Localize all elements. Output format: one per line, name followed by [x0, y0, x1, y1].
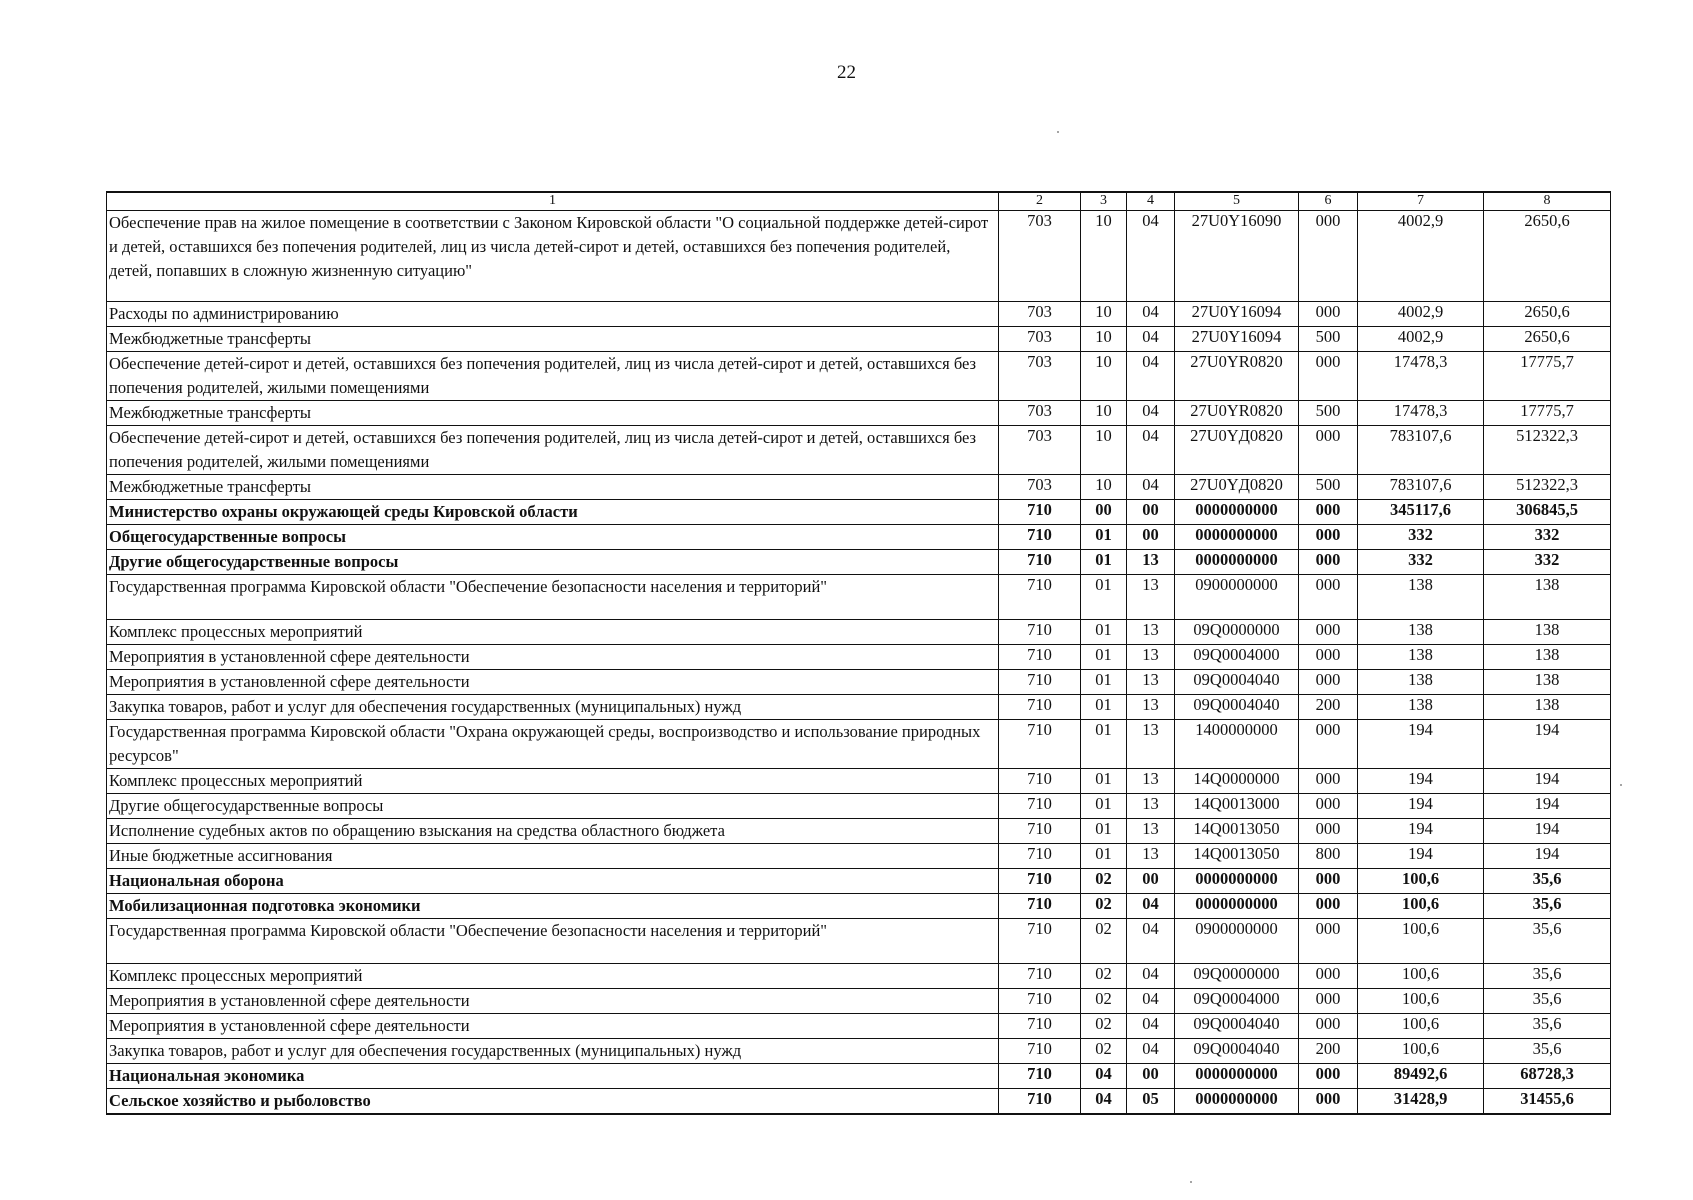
- column-header: 4: [1127, 192, 1175, 211]
- row-col6-cell: 000: [1299, 426, 1358, 475]
- row-col7-cell: 100,6: [1358, 1039, 1484, 1064]
- row-col2-cell: 703: [999, 475, 1081, 500]
- scan-speck: [1057, 131, 1059, 133]
- table-row: [107, 670, 1611, 695]
- row-col7-cell: 17478,3: [1358, 352, 1484, 401]
- row-col7-cell: 138: [1358, 620, 1484, 645]
- row-col4-cell: 04: [1127, 426, 1175, 475]
- row-col6-cell: 000: [1299, 769, 1358, 794]
- row-col4-cell: 04: [1127, 211, 1175, 302]
- row-col4-cell: 13: [1127, 819, 1175, 844]
- row-col2-cell: 703: [999, 426, 1081, 475]
- row-col5-cell: 0000000000: [1175, 525, 1299, 550]
- table-row: [107, 869, 1611, 894]
- row-col8-cell: 2650,6: [1484, 327, 1611, 352]
- row-col6-cell: 000: [1299, 819, 1358, 844]
- row-col8-cell: 2650,6: [1484, 211, 1611, 302]
- row-col2-cell: 710: [999, 720, 1081, 769]
- row-col6-cell: 000: [1299, 869, 1358, 894]
- row-col7-cell: 194: [1358, 794, 1484, 819]
- row-name-cell: Национальная экономика: [107, 1064, 999, 1089]
- table-row: [107, 426, 1611, 475]
- row-col8-cell: 138: [1484, 645, 1611, 670]
- row-col6-cell: 000: [1299, 575, 1358, 620]
- table-row: [107, 1039, 1611, 1064]
- row-col2-cell: 703: [999, 352, 1081, 401]
- row-name-cell: Обеспечение детей-сирот и детей, оставшихся без попечения родителей, лиц из числа детей-сирот и детей, оставшихся без попечения родителей, жилыми помещениями: [107, 426, 999, 475]
- row-col4-cell: 00: [1127, 869, 1175, 894]
- row-col3-cell: 02: [1081, 1039, 1127, 1064]
- row-col2-cell: 710: [999, 894, 1081, 919]
- row-col5-cell: 27U0YД0820: [1175, 475, 1299, 500]
- row-col8-cell: 138: [1484, 695, 1611, 720]
- row-col8-cell: 194: [1484, 844, 1611, 869]
- row-col4-cell: 00: [1127, 500, 1175, 525]
- row-col3-cell: 02: [1081, 894, 1127, 919]
- row-col6-cell: 000: [1299, 352, 1358, 401]
- row-col3-cell: 00: [1081, 500, 1127, 525]
- row-col8-cell: 512322,3: [1484, 475, 1611, 500]
- row-col5-cell: 0000000000: [1175, 1064, 1299, 1089]
- table-row: [107, 475, 1611, 500]
- row-name-cell: Другие общегосударственные вопросы: [107, 794, 999, 819]
- row-col6-cell: 000: [1299, 211, 1358, 302]
- scan-speck: [1190, 1181, 1192, 1183]
- row-col2-cell: 710: [999, 500, 1081, 525]
- row-col7-cell: 100,6: [1358, 964, 1484, 989]
- row-col7-cell: 332: [1358, 525, 1484, 550]
- row-col7-cell: 89492,6: [1358, 1064, 1484, 1089]
- row-col2-cell: 710: [999, 695, 1081, 720]
- row-col8-cell: 332: [1484, 525, 1611, 550]
- row-col8-cell: 35,6: [1484, 894, 1611, 919]
- row-col3-cell: 01: [1081, 769, 1127, 794]
- row-col6-cell: 000: [1299, 1064, 1358, 1089]
- row-col6-cell: 200: [1299, 695, 1358, 720]
- row-col6-cell: 000: [1299, 964, 1358, 989]
- row-col6-cell: 000: [1299, 794, 1358, 819]
- row-col5-cell: 0900000000: [1175, 919, 1299, 964]
- row-col3-cell: 01: [1081, 670, 1127, 695]
- row-col5-cell: 0000000000: [1175, 869, 1299, 894]
- row-col5-cell: 0900000000: [1175, 575, 1299, 620]
- row-col3-cell: 01: [1081, 794, 1127, 819]
- row-col4-cell: 04: [1127, 919, 1175, 964]
- row-col3-cell: 04: [1081, 1064, 1127, 1089]
- table-row: [107, 1014, 1611, 1039]
- row-col8-cell: 194: [1484, 819, 1611, 844]
- table-row: [107, 894, 1611, 919]
- table-row: [107, 620, 1611, 645]
- table-row: [107, 1089, 1611, 1115]
- row-col3-cell: 02: [1081, 989, 1127, 1014]
- row-col4-cell: 04: [1127, 894, 1175, 919]
- row-col3-cell: 02: [1081, 964, 1127, 989]
- table-row: [107, 327, 1611, 352]
- row-col7-cell: 332: [1358, 550, 1484, 575]
- row-col8-cell: 194: [1484, 720, 1611, 769]
- table-row: [107, 302, 1611, 327]
- row-col3-cell: 01: [1081, 645, 1127, 670]
- row-col4-cell: 13: [1127, 670, 1175, 695]
- table-row: [107, 525, 1611, 550]
- row-col3-cell: 01: [1081, 819, 1127, 844]
- scan-speck: [1620, 784, 1622, 786]
- row-col2-cell: 710: [999, 1089, 1081, 1115]
- row-col2-cell: 710: [999, 769, 1081, 794]
- row-name-cell: Комплекс процессных мероприятий: [107, 964, 999, 989]
- row-col4-cell: 04: [1127, 475, 1175, 500]
- row-col8-cell: 35,6: [1484, 989, 1611, 1014]
- row-col6-cell: 000: [1299, 500, 1358, 525]
- row-col8-cell: 2650,6: [1484, 302, 1611, 327]
- row-col3-cell: 02: [1081, 1014, 1127, 1039]
- table-row: [107, 500, 1611, 525]
- row-col7-cell: 194: [1358, 769, 1484, 794]
- row-col8-cell: 35,6: [1484, 919, 1611, 964]
- row-col2-cell: 703: [999, 211, 1081, 302]
- row-col4-cell: 04: [1127, 302, 1175, 327]
- row-col2-cell: 710: [999, 550, 1081, 575]
- row-col5-cell: 09Q0004040: [1175, 1039, 1299, 1064]
- row-col7-cell: 100,6: [1358, 1014, 1484, 1039]
- row-col8-cell: 68728,3: [1484, 1064, 1611, 1089]
- row-col6-cell: 500: [1299, 475, 1358, 500]
- row-col2-cell: 710: [999, 620, 1081, 645]
- row-col3-cell: 01: [1081, 620, 1127, 645]
- row-col3-cell: 01: [1081, 695, 1127, 720]
- row-name-cell: Сельское хозяйство и рыболовство: [107, 1089, 999, 1115]
- row-col8-cell: 512322,3: [1484, 426, 1611, 475]
- row-name-cell: Государственная программа Кировской области "Охрана окружающей среды, воспроизводство и использование природных ресурсов": [107, 720, 999, 769]
- row-col3-cell: 10: [1081, 475, 1127, 500]
- row-col5-cell: 27U0Y16094: [1175, 327, 1299, 352]
- row-col5-cell: 0000000000: [1175, 894, 1299, 919]
- row-col7-cell: 100,6: [1358, 989, 1484, 1014]
- table-row: [107, 819, 1611, 844]
- row-col4-cell: 13: [1127, 720, 1175, 769]
- row-name-cell: Мероприятия в установленной сфере деятельности: [107, 645, 999, 670]
- row-col5-cell: 0000000000: [1175, 500, 1299, 525]
- row-name-cell: Исполнение судебных актов по обращению взыскания на средства областного бюджета: [107, 819, 999, 844]
- row-col5-cell: 27U0YД0820: [1175, 426, 1299, 475]
- row-col7-cell: 138: [1358, 695, 1484, 720]
- row-name-cell: Общегосударственные вопросы: [107, 525, 999, 550]
- table-row: [107, 575, 1611, 620]
- row-col3-cell: 01: [1081, 575, 1127, 620]
- table-row: [107, 919, 1611, 964]
- row-name-cell: Государственная программа Кировской области "Обеспечение безопасности населения и территорий": [107, 575, 999, 620]
- table-row: [107, 964, 1611, 989]
- row-col6-cell: 000: [1299, 894, 1358, 919]
- row-col3-cell: 01: [1081, 525, 1127, 550]
- row-col7-cell: 194: [1358, 720, 1484, 769]
- row-col2-cell: 710: [999, 645, 1081, 670]
- row-col5-cell: 1400000000: [1175, 720, 1299, 769]
- row-col4-cell: 13: [1127, 695, 1175, 720]
- row-col4-cell: 04: [1127, 327, 1175, 352]
- column-header: 7: [1358, 192, 1484, 211]
- row-col8-cell: 194: [1484, 769, 1611, 794]
- row-col8-cell: 17775,7: [1484, 401, 1611, 426]
- row-col2-cell: 710: [999, 1014, 1081, 1039]
- row-col4-cell: 00: [1127, 1064, 1175, 1089]
- row-col8-cell: 35,6: [1484, 1014, 1611, 1039]
- row-col7-cell: 194: [1358, 844, 1484, 869]
- row-col2-cell: 710: [999, 819, 1081, 844]
- row-col5-cell: 27U0YR0820: [1175, 401, 1299, 426]
- row-col6-cell: 500: [1299, 401, 1358, 426]
- column-header: 2: [999, 192, 1081, 211]
- row-col4-cell: 04: [1127, 352, 1175, 401]
- row-col8-cell: 35,6: [1484, 869, 1611, 894]
- row-col6-cell: 000: [1299, 1089, 1358, 1115]
- row-name-cell: Иные бюджетные ассигнования: [107, 844, 999, 869]
- row-col4-cell: 04: [1127, 401, 1175, 426]
- row-col5-cell: 14Q0013000: [1175, 794, 1299, 819]
- row-name-cell: Обеспечение детей-сирот и детей, оставшихся без попечения родителей, лиц из числа детей-сирот и детей, оставшихся без попечения родителей, жилыми помещениями: [107, 352, 999, 401]
- row-col2-cell: 710: [999, 575, 1081, 620]
- row-col7-cell: 100,6: [1358, 869, 1484, 894]
- row-col8-cell: 194: [1484, 794, 1611, 819]
- row-col5-cell: 14Q0013050: [1175, 819, 1299, 844]
- row-name-cell: Обеспечение прав на жилое помещение в соответствии с Законом Кировской области "О социальной поддержке детей-сирот и детей, оставшихся без попечения родителей, лиц из числа детей-сирот и детей, оставшихся без попечения родителей, детей, попавших в сложную жизненную ситуацию": [107, 211, 999, 302]
- row-col2-cell: 710: [999, 1064, 1081, 1089]
- row-col7-cell: 783107,6: [1358, 426, 1484, 475]
- row-col7-cell: 783107,6: [1358, 475, 1484, 500]
- row-col3-cell: 02: [1081, 919, 1127, 964]
- column-header: 3: [1081, 192, 1127, 211]
- row-name-cell: Закупка товаров, работ и услуг для обеспечения государственных (муниципальных) нужд: [107, 1039, 999, 1064]
- row-col2-cell: 710: [999, 919, 1081, 964]
- table-row: [107, 794, 1611, 819]
- row-col7-cell: 138: [1358, 645, 1484, 670]
- row-col5-cell: 14Q0000000: [1175, 769, 1299, 794]
- row-col2-cell: 710: [999, 844, 1081, 869]
- row-col3-cell: 10: [1081, 426, 1127, 475]
- row-col6-cell: 800: [1299, 844, 1358, 869]
- row-col4-cell: 13: [1127, 550, 1175, 575]
- row-col7-cell: 138: [1358, 670, 1484, 695]
- table-row: [107, 211, 1611, 302]
- row-col2-cell: 703: [999, 401, 1081, 426]
- row-col4-cell: 13: [1127, 794, 1175, 819]
- row-col2-cell: 710: [999, 989, 1081, 1014]
- row-col5-cell: 09Q0004040: [1175, 670, 1299, 695]
- row-col3-cell: 10: [1081, 352, 1127, 401]
- row-name-cell: Государственная программа Кировской области "Обеспечение безопасности населения и территорий": [107, 919, 999, 964]
- row-col4-cell: 00: [1127, 525, 1175, 550]
- row-name-cell: Межбюджетные трансферты: [107, 327, 999, 352]
- table-row: [107, 989, 1611, 1014]
- row-col5-cell: 0000000000: [1175, 1089, 1299, 1115]
- table-row: [107, 769, 1611, 794]
- row-col2-cell: 710: [999, 670, 1081, 695]
- row-name-cell: Комплекс процессных мероприятий: [107, 620, 999, 645]
- row-col6-cell: 000: [1299, 302, 1358, 327]
- row-col5-cell: 0000000000: [1175, 550, 1299, 575]
- row-col5-cell: 09Q0000000: [1175, 620, 1299, 645]
- row-col6-cell: 000: [1299, 989, 1358, 1014]
- row-name-cell: Межбюджетные трансферты: [107, 401, 999, 426]
- row-col6-cell: 000: [1299, 1014, 1358, 1039]
- table-row: [107, 695, 1611, 720]
- table-row: [107, 550, 1611, 575]
- row-name-cell: Межбюджетные трансферты: [107, 475, 999, 500]
- row-col3-cell: 10: [1081, 327, 1127, 352]
- row-col6-cell: 000: [1299, 645, 1358, 670]
- row-col2-cell: 703: [999, 327, 1081, 352]
- row-col5-cell: 09Q0004000: [1175, 645, 1299, 670]
- row-col6-cell: 200: [1299, 1039, 1358, 1064]
- row-col5-cell: 27U0Y16094: [1175, 302, 1299, 327]
- table-row: [107, 401, 1611, 426]
- row-col8-cell: 31455,6: [1484, 1089, 1611, 1115]
- row-col2-cell: 703: [999, 302, 1081, 327]
- row-name-cell: Мобилизационная подготовка экономики: [107, 894, 999, 919]
- row-col2-cell: 710: [999, 525, 1081, 550]
- row-name-cell: Мероприятия в установленной сфере деятельности: [107, 1014, 999, 1039]
- row-col6-cell: 000: [1299, 670, 1358, 695]
- table-body: [107, 192, 1611, 1114]
- budget-table: [106, 191, 1611, 1115]
- row-col6-cell: 000: [1299, 525, 1358, 550]
- row-col3-cell: 04: [1081, 1089, 1127, 1115]
- row-col3-cell: 02: [1081, 869, 1127, 894]
- row-col4-cell: 05: [1127, 1089, 1175, 1115]
- row-col2-cell: 710: [999, 869, 1081, 894]
- row-col4-cell: 13: [1127, 575, 1175, 620]
- row-col6-cell: 500: [1299, 327, 1358, 352]
- row-col4-cell: 13: [1127, 844, 1175, 869]
- row-col3-cell: 10: [1081, 211, 1127, 302]
- row-col8-cell: 332: [1484, 550, 1611, 575]
- row-col5-cell: 09Q0000000: [1175, 964, 1299, 989]
- row-col5-cell: 14Q0013050: [1175, 844, 1299, 869]
- row-col5-cell: 27U0YR0820: [1175, 352, 1299, 401]
- table-row: [107, 844, 1611, 869]
- column-header-row: [107, 192, 1611, 211]
- row-col6-cell: 000: [1299, 919, 1358, 964]
- row-col8-cell: 35,6: [1484, 1039, 1611, 1064]
- row-col4-cell: 13: [1127, 620, 1175, 645]
- row-col7-cell: 4002,9: [1358, 327, 1484, 352]
- column-header: 6: [1299, 192, 1358, 211]
- row-col4-cell: 04: [1127, 1014, 1175, 1039]
- row-col3-cell: 01: [1081, 550, 1127, 575]
- row-col3-cell: 10: [1081, 401, 1127, 426]
- row-col4-cell: 13: [1127, 645, 1175, 670]
- row-name-cell: Расходы по администрированию: [107, 302, 999, 327]
- row-col3-cell: 10: [1081, 302, 1127, 327]
- row-col2-cell: 710: [999, 1039, 1081, 1064]
- row-col8-cell: 17775,7: [1484, 352, 1611, 401]
- row-col5-cell: 09Q0004040: [1175, 695, 1299, 720]
- row-name-cell: Мероприятия в установленной сфере деятельности: [107, 670, 999, 695]
- column-header: 5: [1175, 192, 1299, 211]
- table-row: [107, 1064, 1611, 1089]
- row-col3-cell: 01: [1081, 844, 1127, 869]
- row-name-cell: Национальная оборона: [107, 869, 999, 894]
- row-col7-cell: 345117,6: [1358, 500, 1484, 525]
- column-header: 8: [1484, 192, 1611, 211]
- row-col7-cell: 4002,9: [1358, 211, 1484, 302]
- table-row: [107, 720, 1611, 769]
- row-col7-cell: 100,6: [1358, 919, 1484, 964]
- row-col7-cell: 138: [1358, 575, 1484, 620]
- row-col7-cell: 17478,3: [1358, 401, 1484, 426]
- row-col4-cell: 04: [1127, 964, 1175, 989]
- row-col7-cell: 31428,9: [1358, 1089, 1484, 1115]
- row-name-cell: Другие общегосударственные вопросы: [107, 550, 999, 575]
- row-col4-cell: 13: [1127, 769, 1175, 794]
- row-name-cell: Комплекс процессных мероприятий: [107, 769, 999, 794]
- row-col6-cell: 000: [1299, 550, 1358, 575]
- row-name-cell: Закупка товаров, работ и услуг для обеспечения государственных (муниципальных) нужд: [107, 695, 999, 720]
- column-header: 1: [107, 192, 999, 211]
- row-col6-cell: 000: [1299, 720, 1358, 769]
- table-row: [107, 352, 1611, 401]
- row-col5-cell: 09Q0004040: [1175, 1014, 1299, 1039]
- row-col8-cell: 306845,5: [1484, 500, 1611, 525]
- table-row: [107, 645, 1611, 670]
- row-col8-cell: 138: [1484, 575, 1611, 620]
- page-number: 22: [837, 62, 856, 83]
- row-col7-cell: 194: [1358, 819, 1484, 844]
- row-col5-cell: 09Q0004000: [1175, 989, 1299, 1014]
- row-col6-cell: 000: [1299, 620, 1358, 645]
- row-col8-cell: 138: [1484, 620, 1611, 645]
- row-name-cell: Мероприятия в установленной сфере деятельности: [107, 989, 999, 1014]
- row-col2-cell: 710: [999, 794, 1081, 819]
- row-col4-cell: 04: [1127, 1039, 1175, 1064]
- row-col8-cell: 138: [1484, 670, 1611, 695]
- row-col3-cell: 01: [1081, 720, 1127, 769]
- row-col4-cell: 04: [1127, 989, 1175, 1014]
- row-col5-cell: 27U0Y16090: [1175, 211, 1299, 302]
- row-col7-cell: 100,6: [1358, 894, 1484, 919]
- row-name-cell: Министерство охраны окружающей среды Кировской области: [107, 500, 999, 525]
- row-col7-cell: 4002,9: [1358, 302, 1484, 327]
- row-col8-cell: 35,6: [1484, 964, 1611, 989]
- row-col2-cell: 710: [999, 964, 1081, 989]
